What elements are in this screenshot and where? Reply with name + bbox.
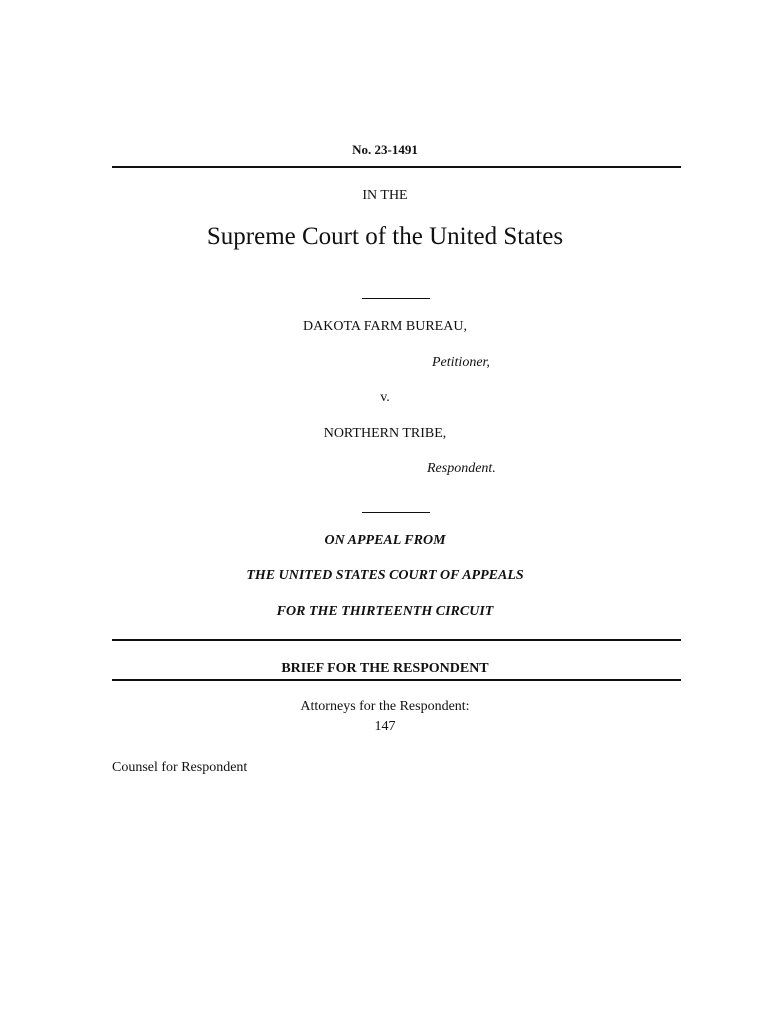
respondent-name: NORTHERN TRIBE, — [323, 426, 447, 441]
appeal-line-2: THE UNITED STATES COURT OF APPEALS — [246, 568, 524, 583]
team-number: 147 — [374, 719, 396, 734]
respondent-role: Respondent. — [427, 461, 496, 476]
appeal-line-1: ON APPEAL FROM — [324, 533, 446, 548]
brief-title: BRIEF FOR THE RESPONDENT — [281, 661, 489, 676]
docket-number: No. 23-1491 — [352, 142, 418, 157]
separator-rule-1 — [362, 298, 430, 299]
versus-label: v. — [380, 390, 390, 405]
court-name: Supreme Court of the United States — [206, 223, 564, 250]
in-the-label: IN THE — [362, 188, 408, 203]
counsel-label: Counsel for Respondent — [112, 760, 248, 775]
separator-rule-2 — [362, 512, 430, 513]
top-rule — [112, 166, 681, 168]
attorneys-label: Attorneys for the Respondent: — [300, 699, 470, 714]
appeal-line-3: FOR THE THIRTEENTH CIRCUIT — [276, 604, 494, 619]
petitioner-role: Petitioner, — [432, 355, 490, 370]
brief-top-rule — [112, 639, 681, 641]
petitioner-name: DAKOTA FARM BUREAU, — [303, 319, 467, 334]
brief-bottom-rule — [112, 679, 681, 681]
